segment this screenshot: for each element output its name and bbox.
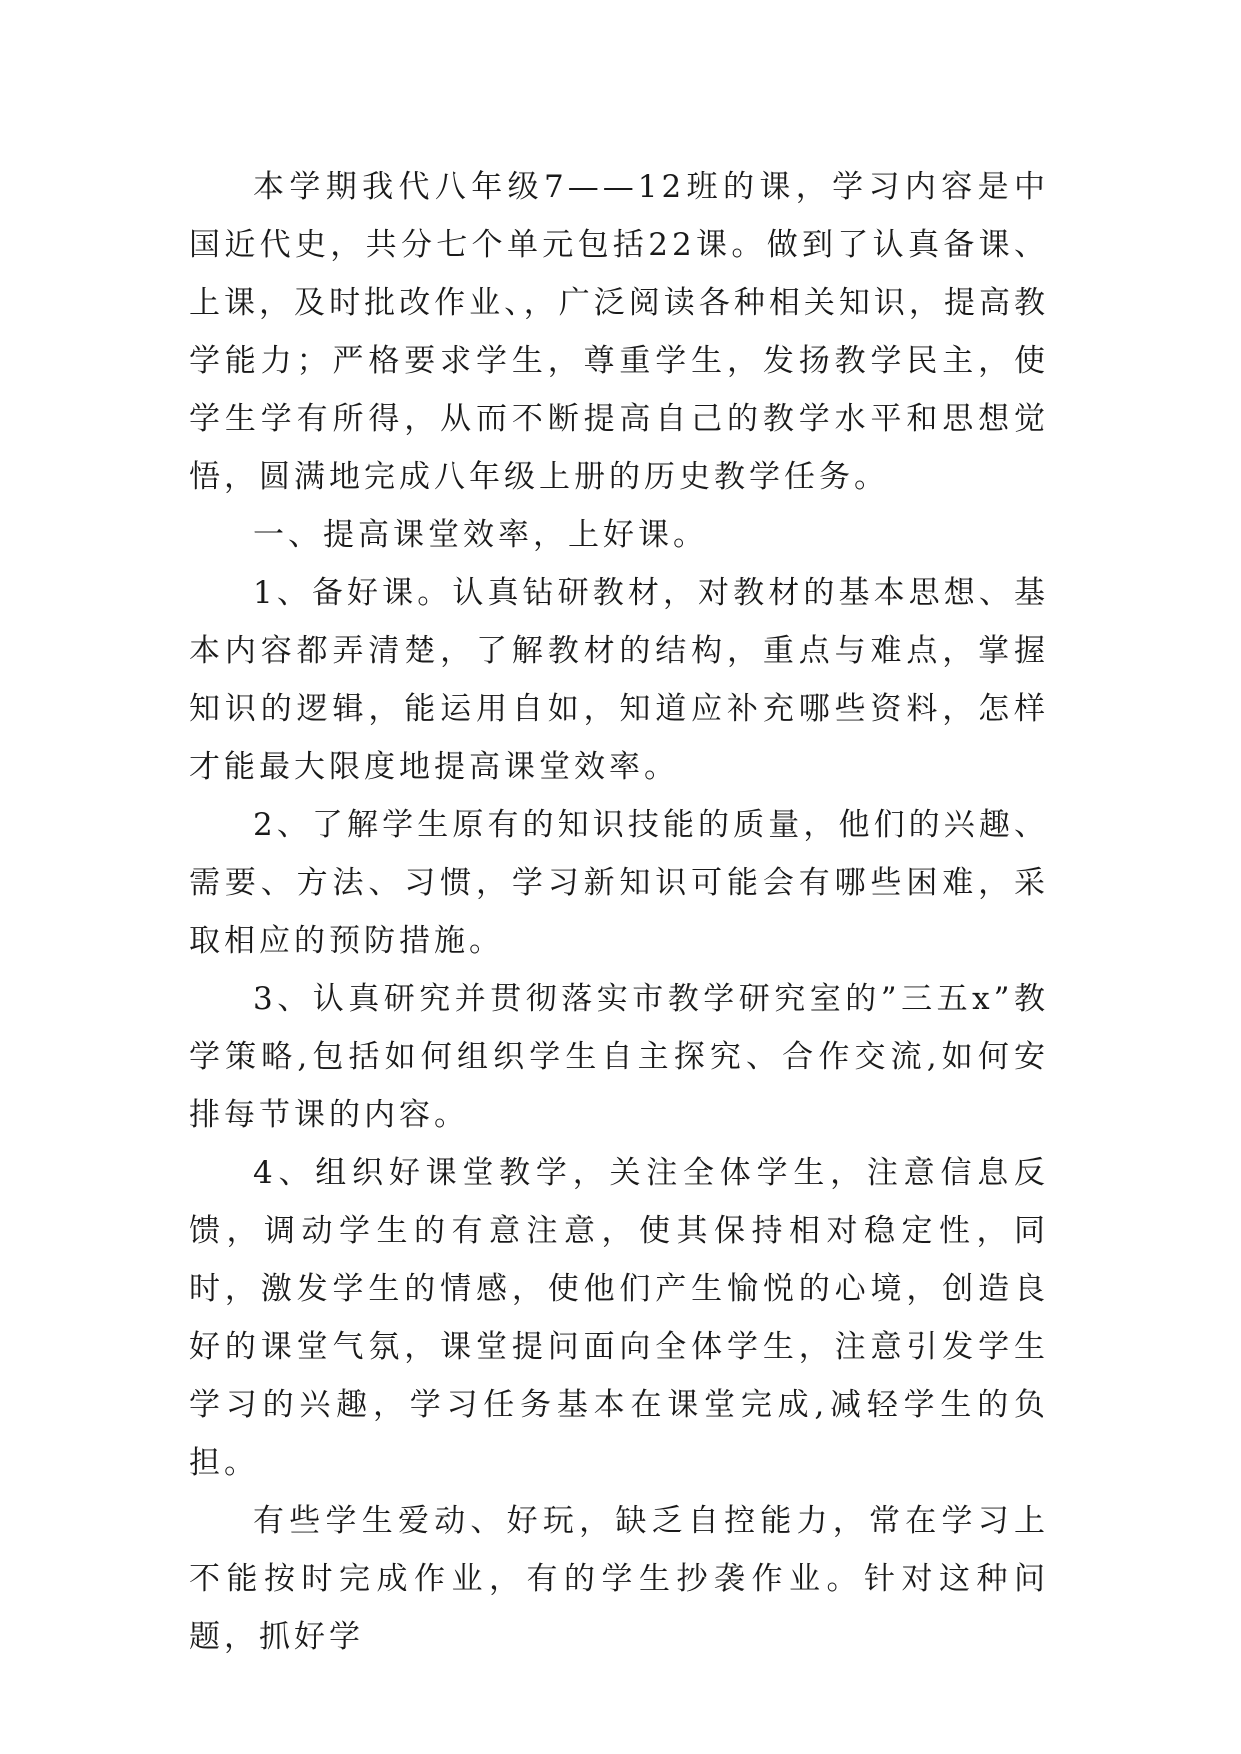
paragraph-item-4: 4、组织好课堂教学，关注全体学生，注意信息反馈，调动学生的有意注意，使其保持相对稳定性，同时，激发学生的情感，使他们产生愉悦的心境，创造良好的课堂气氛，课堂提问面向全体学生，注意引发学生学习的兴趣，学习任务基本在课堂完成,减轻学生的负担。 bbox=[189, 1155, 1049, 1481]
paragraph-item-1: 1、备好课。认真钻研教材，对教材的基本思想、基本内容都弄清楚，了解教材的结构，重点与难点，掌握知识的逻辑，能运用自如，知道应补充哪些资料，怎样才能最大限度地提高课堂效率。 bbox=[189, 575, 1049, 785]
document-body bbox=[189, 158, 1049, 1666]
paragraph-students: 有些学生爱动、好玩，缺乏自控能力，常在学习上不能按时完成作业，有的学生抄袭作业。针对这种问题，抓好学 bbox=[189, 1503, 1049, 1655]
paragraph-intro: 本学期我代八年级7——12班的课，学习内容是中国近代史，共分七个单元包括22课。做到了认真备课、上课，及时批改作业、，广泛阅读各种相关知识，提高教学能力；严格要求学生，尊重学生，发扬教学民主，使学生学有所得，从而不断提高自己的教学水平和思想觉悟，圆满地完成八年级上册的历史教学任务。 bbox=[189, 169, 1049, 495]
paragraph-item-3: 3、认真研究并贯彻落实市教学研究室的”三五x”教学策略,包括如何组织学生自主探究、合作交流,如何安排每节课的内容。 bbox=[189, 981, 1049, 1133]
section-heading-1: 一、提高课堂效率，上好课。 bbox=[253, 517, 708, 553]
paragraph-item-2: 2、了解学生原有的知识技能的质量，他们的兴趣、需要、方法、习惯，学习新知识可能会有哪些困难，采取相应的预防措施。 bbox=[189, 807, 1049, 959]
